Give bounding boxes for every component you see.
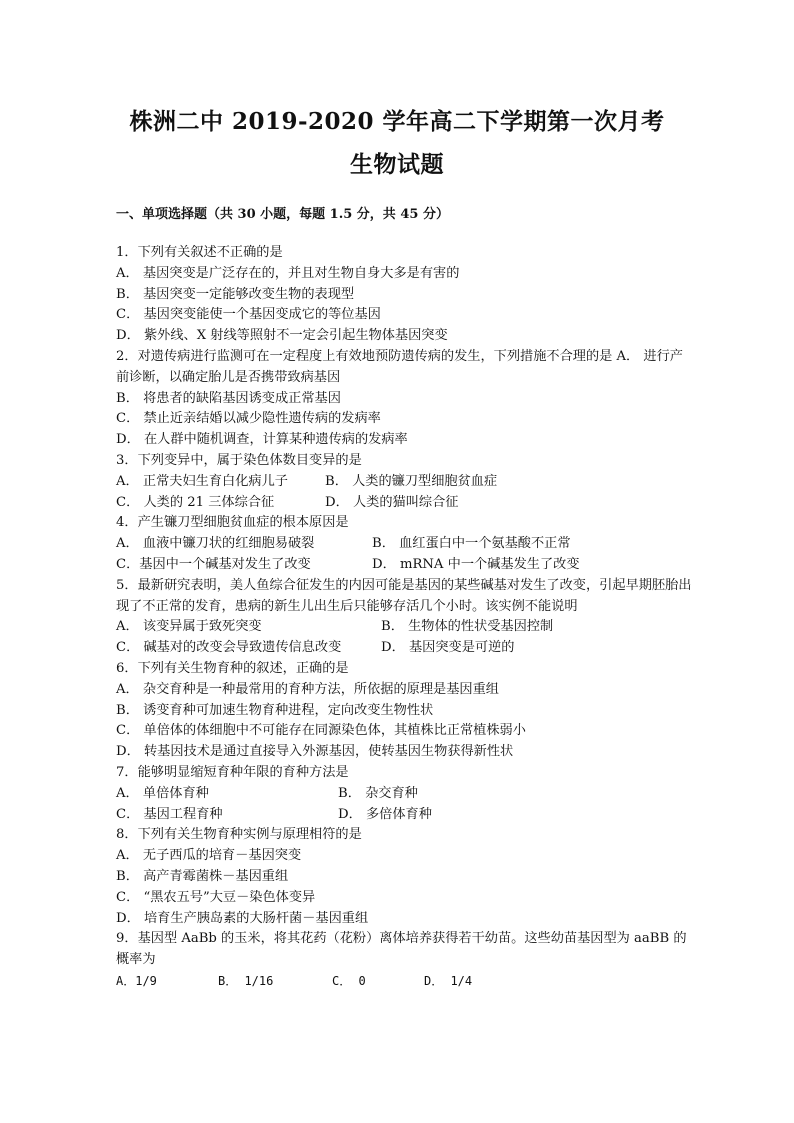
question-3-option-c: C． 人类的 21 三体综合征 (116, 494, 275, 510)
question-7-row-cd (116, 805, 696, 826)
question-5-stem: 5．最新研究表明，美人鱼综合征发生的内因可能是基因的某些碱基对发生了改变，引起早期胚胎出现了不正常的发育，患病的新生儿出生后只能够存活几个小时。该实例不能说明 (116, 577, 692, 614)
question-5-option-d: D． 基因突变是可逆的 (381, 640, 515, 656)
question-4-option-b: B． 血红蛋白中一个氨基酸不正常 (372, 536, 571, 552)
question-7-stem: 7．能够明显缩短育种年限的育种方法是 (116, 764, 349, 780)
question-3-row-ab (116, 472, 696, 493)
question-6-stem: 6．下列有关生物育种的叙述，正确的是 (116, 660, 349, 676)
question-9-option-c: C． 0 (332, 973, 366, 988)
question-9-stem: 9．基因型 AaBb 的玉米，将其花药（花粉）离体培养获得若干幼苗。这些幼苗基因型为 aaBB 的概率为 (116, 931, 687, 968)
exam-title: 株洲二中 2019-2020 学年高二下学期第一次月考 (129, 108, 665, 135)
question-9-option-a: A．1/9 (116, 973, 157, 988)
question-3-option-b: B． 人类的镰刀型细胞贫血症 (325, 473, 498, 489)
question-4-option-a: A． 血液中镰刀状的红细胞易破裂 (116, 536, 315, 552)
question-6-option-b: B． 诱变育种可加速生物育种进程，定向改变生物性状 (116, 702, 434, 718)
question-3-row-cd (116, 493, 696, 514)
question-7-row-ab (116, 784, 696, 805)
question-6-option-a: A． 杂交育种是一种最常用的育种方法，所依据的原理是基因重组 (116, 681, 499, 697)
question-4-option-c: C．基因中一个碱基对发生了改变 (116, 556, 311, 572)
exam-subtitle: 生物试题 (350, 151, 444, 178)
question-9-option-b: B． 1/16 (218, 973, 274, 988)
question-8-option-c: C． “黑农五号”大豆－染色体变异 (116, 889, 316, 905)
question-4-row-ab (116, 534, 696, 555)
question-1-stem: 1．下列有关叙述不正确的是 (116, 245, 283, 260)
question-9-option-d: D． 1/4 (424, 973, 473, 988)
question-5-option-b: B． 生物体的性状受基因控制 (381, 619, 554, 635)
question-list (116, 243, 696, 992)
question-7-option-d: D． 多倍体育种 (338, 806, 432, 822)
question-8-option-d: D． 培育生产胰岛素的大肠杆菌－基因重组 (116, 910, 369, 926)
question-3-option-a: A． 正常夫妇生育白化病儿子 (116, 473, 288, 489)
question-1-option-a: A． 基因突变是广泛存在的，并且对生物自身大多是有害的 (116, 265, 460, 281)
question-6-option-c: C． 单倍体的体细胞中不可能存在同源染色体，其植株比正常植株弱小 (116, 723, 526, 739)
question-2-stem: 2．对遗传病进行监测可在一定程度上有效地预防遗传病的发生，下列措施不合理的是 A． 进行产前诊断，以确定胎儿是否携带致病基因 (116, 348, 683, 385)
question-2-option-d: D． 在人群中随机调查，计算某种遗传病的发病率 (116, 432, 408, 448)
question-7-option-b: B． 杂交育种 (338, 785, 418, 801)
question-2-option-c: C． 禁止近亲结婚以减少隐性遗传病的发病率 (116, 411, 381, 427)
question-1-option-d: D． 紫外线、X 射线等照射不一定会引起生物体基因突变 (116, 328, 448, 344)
question-1-option-c: C． 基因突变能使一个基因变成它的等位基因 (116, 307, 381, 323)
section-heading: 一、单项选择题（共 30 小题，每题 1.5 分，共 45 分） (116, 207, 449, 222)
question-3-option-d: D． 人类的猫叫综合征 (325, 494, 459, 510)
question-4-row-cd (116, 555, 696, 576)
question-8-option-a: A． 无子西瓜的培育－基因突变 (116, 848, 302, 864)
question-4-option-d: D． mRNA 中一个碱基发生了改变 (372, 556, 580, 572)
question-3-stem: 3．下列变异中，属于染色体数目变异的是 (116, 452, 362, 468)
question-6-option-d: D． 转基因技术是通过直接导入外源基因，使转基因生物获得新性状 (116, 744, 514, 760)
question-5-option-a: A． 该变异属于致死突变 (116, 619, 262, 635)
question-2-option-b: B． 将患者的缺陷基因诱变成正常基因 (116, 390, 341, 406)
question-7-option-a: A． 单倍体育种 (116, 785, 209, 801)
question-7-option-c: C． 基因工程育种 (116, 806, 223, 822)
question-5-row-ab (116, 617, 696, 638)
question-1-option-b: B． 基因突变一定能够改变生物的表现型 (116, 286, 355, 302)
question-5-row-cd (116, 638, 696, 659)
question-8-stem: 8．下列有关生物育种实例与原理相符的是 (116, 827, 362, 843)
question-8-option-b: B． 高产青霉菌株－基因重组 (116, 868, 289, 884)
question-5-option-c: C． 碱基对的改变会导致遗传信息改变 (116, 640, 342, 656)
question-4-stem: 4．产生镰刀型细胞贫血症的根本原因是 (116, 515, 349, 531)
question-9-options (116, 971, 696, 992)
